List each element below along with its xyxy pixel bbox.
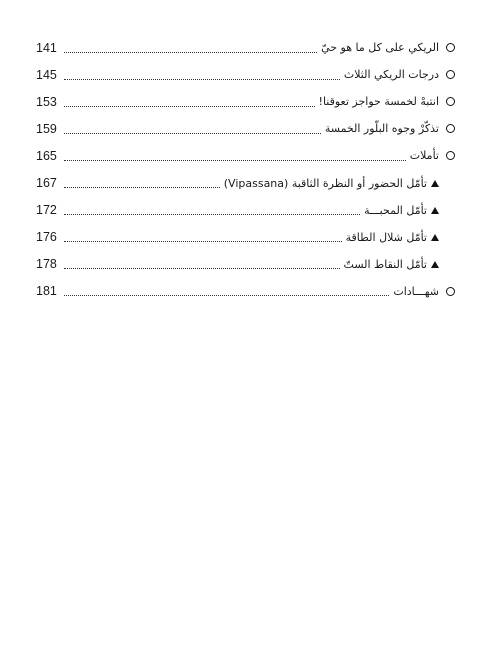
leader-dots (64, 105, 315, 107)
entry-title: تذكّرْ وجوه البلّور الخمسة (324, 122, 439, 136)
page-number: 178 (36, 257, 57, 272)
triangle-icon (429, 207, 441, 214)
entry-title: انتبهْ لخمسة حواجز تعوقنا! (318, 95, 439, 109)
toc-entry[interactable] (36, 88, 457, 115)
page-number: 141 (36, 40, 57, 55)
toc-subentry[interactable] (36, 197, 457, 224)
leader-dots (64, 267, 340, 269)
toc-entry[interactable] (36, 278, 457, 305)
leader-dots (64, 78, 340, 80)
leader-dots (64, 159, 406, 161)
entry-title: شهـــادات (393, 284, 439, 298)
table-of-contents (36, 34, 457, 305)
circle-icon (443, 43, 457, 52)
toc-entry[interactable] (36, 115, 457, 142)
page-number: 165 (36, 148, 57, 163)
leader-dots (64, 294, 389, 296)
triangle-icon (429, 180, 441, 187)
leader-dots (64, 186, 220, 188)
triangle-icon (429, 234, 441, 241)
toc-subentry[interactable] (36, 251, 457, 278)
leader-dots (64, 213, 360, 215)
page-number: 181 (36, 284, 57, 299)
toc-entry[interactable] (36, 61, 457, 88)
entry-title: تأمّل المحبـــة (364, 203, 427, 217)
toc-entry[interactable] (36, 34, 457, 61)
circle-icon (443, 151, 457, 160)
entry-title: تأمّل الحضور أو النظرة الثاقبة (Vipassana) (223, 176, 427, 190)
circle-icon (443, 287, 457, 296)
leader-dots (64, 240, 342, 242)
circle-icon (443, 70, 457, 79)
page-number: 176 (36, 230, 57, 245)
page-number: 159 (36, 121, 57, 136)
page-number: 172 (36, 203, 57, 218)
page-number: 145 (36, 67, 57, 82)
entry-title: تأمّل النقاط الستّ (343, 257, 427, 271)
page-number: 153 (36, 94, 57, 109)
entry-title: تأمّل شلال الطاقة (345, 230, 427, 244)
entry-title: الريكي على كل ما هو حيّ (321, 41, 439, 55)
circle-icon (443, 97, 457, 106)
toc-subentry[interactable] (36, 224, 457, 251)
leader-dots (64, 51, 317, 53)
circle-icon (443, 124, 457, 133)
entry-title: درجات الريكي الثلاث (343, 68, 439, 82)
triangle-icon (429, 261, 441, 268)
page-number: 167 (36, 176, 57, 191)
entry-title: تأملات (409, 149, 439, 163)
leader-dots (64, 132, 321, 134)
toc-subentry[interactable] (36, 169, 457, 196)
toc-entry[interactable] (36, 142, 457, 169)
